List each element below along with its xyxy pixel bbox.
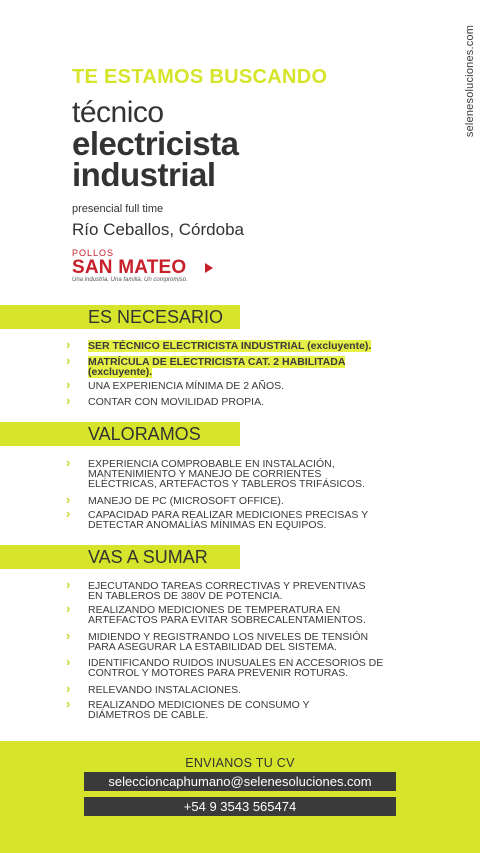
item-text: EJECUTANDO TAREAS CORRECTIVAS Y PREVENTIVAS EN TABLEROS DE 380V DE POTENCIA.: [88, 580, 366, 602]
job-title-line-2: electricista: [72, 125, 239, 162]
job-title-line-1: técnico: [72, 96, 164, 129]
logo-small-text: POLLOS: [72, 248, 115, 258]
item-text: MANEJO DE PC (MICROSOFT OFFICE).: [88, 495, 284, 507]
chevron-right-icon: ›: [66, 393, 71, 408]
section-title: VAS A SUMAR: [88, 547, 208, 567]
job-title-line-3: industrial: [72, 156, 216, 193]
chevron-right-icon: ›: [66, 492, 71, 507]
job-location: Río Ceballos, Córdoba: [72, 220, 244, 239]
chevron-right-icon: ›: [66, 628, 71, 643]
item-text: REALIZANDO MEDICIONES DE TEMPERATURA EN ARTEFACTOS PARA EVITAR SOBRECALENTAMIENTOS.: [88, 604, 366, 626]
section-band-requirements: [0, 305, 240, 329]
work-modality: presencial full time: [72, 203, 164, 215]
chevron-right-icon: ›: [66, 353, 71, 368]
item-text: RELEVANDO INSTALACIONES.: [88, 684, 242, 696]
logo-arrow-icon: [205, 263, 213, 273]
item-text: IDENTIFICANDO RUIDOS INUSUALES EN ACCESORIOS DE CONTROL Y MOTORES PARA PREVENIR ROTURAS.: [88, 657, 384, 679]
company-logo: [72, 248, 222, 288]
item-text: CONTAR CON MOVILIDAD PROPIA.: [88, 396, 264, 408]
item-text: EXPERIENCIA COMPROBABLE EN INSTALACIÓN, MANTENIMIENTO Y MANEJO DE CORRIENTES ELÉCTRICAS, ARTEFACTOS Y TABLEROS TRIFÁSICOS.: [88, 458, 365, 490]
site-url-vertical: [462, 18, 478, 148]
logo-tagline: Una industria. Una familia. Un compromiso.: [72, 277, 188, 283]
section-band-tasks: [0, 545, 240, 569]
item-text: UNA EXPERIENCIA MÍNIMA DE 2 AÑOS.: [88, 380, 285, 392]
item-text: SER TÉCNICO ELECTRICISTA INDUSTRIAL (excluyente).: [88, 340, 372, 352]
chevron-right-icon: ›: [66, 654, 71, 669]
section-title: VALORAMOS: [88, 424, 201, 444]
chevron-right-icon: ›: [66, 696, 71, 711]
item-text: CAPACIDAD PARA REALIZAR MEDICIONES PRECISAS Y DETECTAR ANOMALÍAS MÍNIMAS EN EQUIPOS.: [88, 509, 368, 531]
email-contact[interactable]: seleccioncaphumano@selenesoluciones.com: [84, 772, 396, 791]
section-title: ES NECESARIO: [88, 307, 224, 327]
chevron-right-icon: ›: [66, 377, 71, 392]
item-text: MATRÍCULA DE ELECTRICISTA CAT. 2 HABILITADA (excluyente).: [88, 356, 346, 378]
section-band-valued: [0, 422, 240, 446]
item-text: REALIZANDO MEDICIONES DE CONSUMO Y DIÁMETROS DE CABLE.: [88, 699, 310, 721]
chevron-right-icon: ›: [66, 506, 71, 521]
kicker-heading: TE ESTAMOS BUSCANDO: [72, 66, 328, 88]
job-title-bold: [72, 125, 239, 193]
chevron-right-icon: ›: [66, 577, 71, 592]
chevron-right-icon: ›: [66, 601, 71, 616]
chevron-right-icon: ›: [66, 455, 71, 470]
item-text: MIDIENDO Y REGISTRANDO LOS NIVELES DE TENSIÓN PARA ASEGURAR LA ESTABILIDAD DEL SISTEMA.: [88, 631, 369, 653]
chevron-right-icon: ›: [66, 337, 71, 352]
send-cv-heading: ENVIANOS TU CV: [185, 756, 295, 770]
logo-brand-text: SAN MATEO: [72, 257, 187, 278]
chevron-right-icon: ›: [66, 681, 71, 696]
site-url: selenesoluciones.com: [464, 24, 476, 138]
phone-contact[interactable]: +54 9 3543 565474: [84, 797, 396, 816]
